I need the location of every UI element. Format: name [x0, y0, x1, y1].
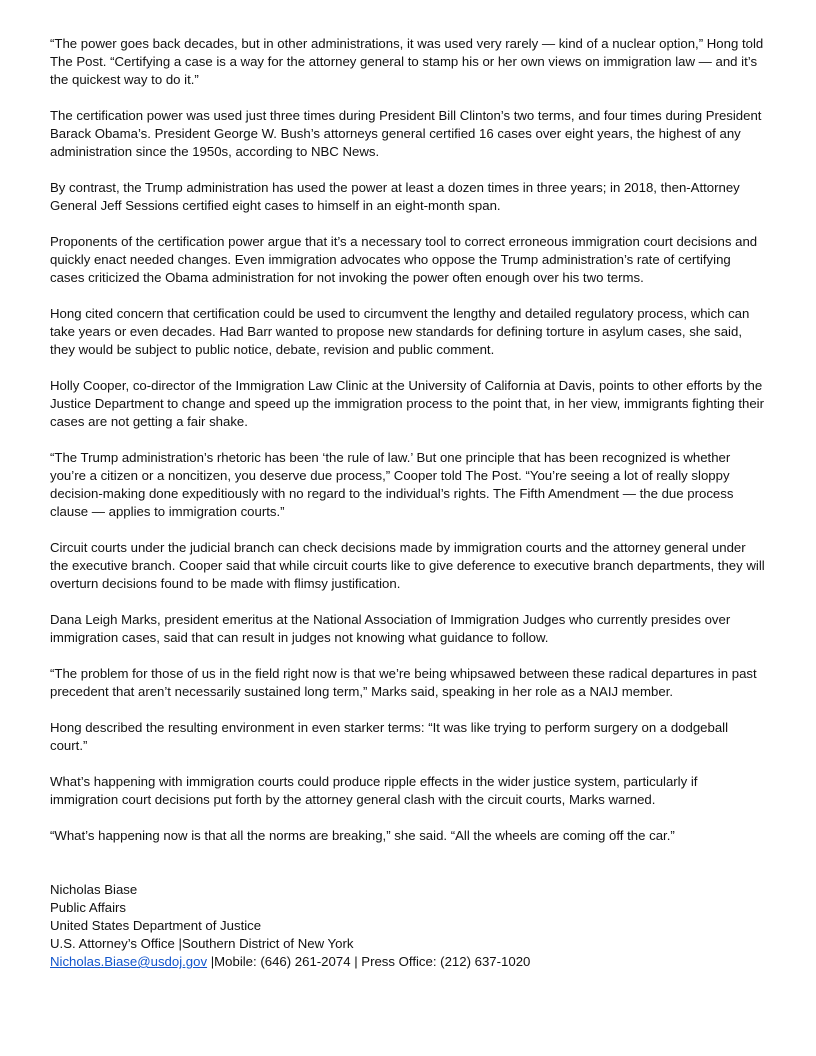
signature-title: Public Affairs	[50, 900, 126, 915]
paragraph-8: Circuit courts under the judicial branch can check decisions made by immigration courts and the attorney general under the executive branch. Cooper said that while circuit courts like to give deference to executive branch departments, they will overturn decisions found to be made with flimsy justification.	[50, 540, 765, 591]
document-page	[50, 35, 766, 971]
signature-office: U.S. Attorney’s Office |Southern District of New York	[50, 936, 354, 951]
signature-department: United States Department of Justice	[50, 918, 262, 933]
phone-numbers: |Mobile: (646) 261-2074 | Press Office: (212) 637-1020	[207, 954, 531, 969]
paragraph-3: By contrast, the Trump administration has used the power at least a dozen times in three years; in 2018, then-Attorney General Jeff Sessions certified eight cases to himself in an eight-month span.	[50, 180, 740, 213]
paragraph-5: Hong cited concern that certification could be used to circumvent the lengthy and detailed regulatory process, which can take years or even decades. Had Barr wanted to propose new standards for defining torture in asylum cases, she said, they would be subject to public notice, debate, revision and public comment.	[50, 306, 750, 357]
paragraph-9: Dana Leigh Marks, president emeritus at the National Association of Immigration Judges who currently presides over immigration cases, said that can result in judges not knowing what guidance to follow.	[50, 612, 731, 645]
paragraph-13: “What’s happening now is that all the norms are breaking,” she said. “All the wheels are coming off the car.”	[50, 828, 675, 843]
signature-block	[50, 881, 766, 971]
paragraph-6: Holly Cooper, co-director of the Immigration Law Clinic at the University of California at Davis, points to other efforts by the Justice Department to change and speed up the immigration process to the point that, in her view, immigrants fighting their cases are not getting a fair shake.	[50, 378, 764, 429]
paragraph-1: “The power goes back decades, but in other administrations, it was used very rarely — kind of a nuclear option,” Hong told The Post. “Certifying a case is a way for the attorney general to stamp his or her own views on immigration law — and it’s the quickest way to do it.”	[50, 36, 764, 87]
signature-contact-line	[50, 953, 766, 971]
paragraph-7: “The Trump administration’s rhetoric has been ‘the rule of law.’ But one principle that has been recognized is whether you’re a citizen or a noncitizen, you deserve due process,” Cooper told The Post. “You’re seeing a lot of really sloppy decision-making done expeditiously with no regard to the individual’s rights. The Fifth Amendment — the due process clause — applies to immigration courts.”	[50, 450, 734, 519]
paragraph-2: The certification power was used just three times during President Bill Clinton’s two terms, and four times during President Barack Obama’s. President George W. Bush’s attorneys general certified 16 cases over eight years, the highest of any administration since the 1950s, according to NBC News.	[50, 108, 762, 159]
paragraph-4: Proponents of the certification power argue that it’s a necessary tool to correct erroneous immigration court decisions and quickly enact needed changes. Even immigration advocates who oppose the Trump administration’s rate of certifying cases criticized the Obama administration for not invoking the power often enough over his two terms.	[50, 234, 758, 285]
paragraph-12: What’s happening with immigration courts could produce ripple effects in the wider justice system, particularly if immigration court decisions put forth by the attorney general clash with the circuit courts, Marks warned.	[50, 774, 698, 807]
paragraph-11: Hong described the resulting environment in even starker terms: “It was like trying to perform surgery on a dodgeball court.”	[50, 720, 729, 753]
email-link[interactable]: Nicholas.Biase@usdoj.gov	[50, 954, 208, 969]
paragraph-10: “The problem for those of us in the field right now is that we’re being whipsawed between these radical departures in past precedent that aren’t necessarily sustained long term,” Marks said, speaking in her role as a NAIJ member.	[50, 666, 757, 699]
signature-name: Nicholas Biase	[50, 882, 138, 897]
